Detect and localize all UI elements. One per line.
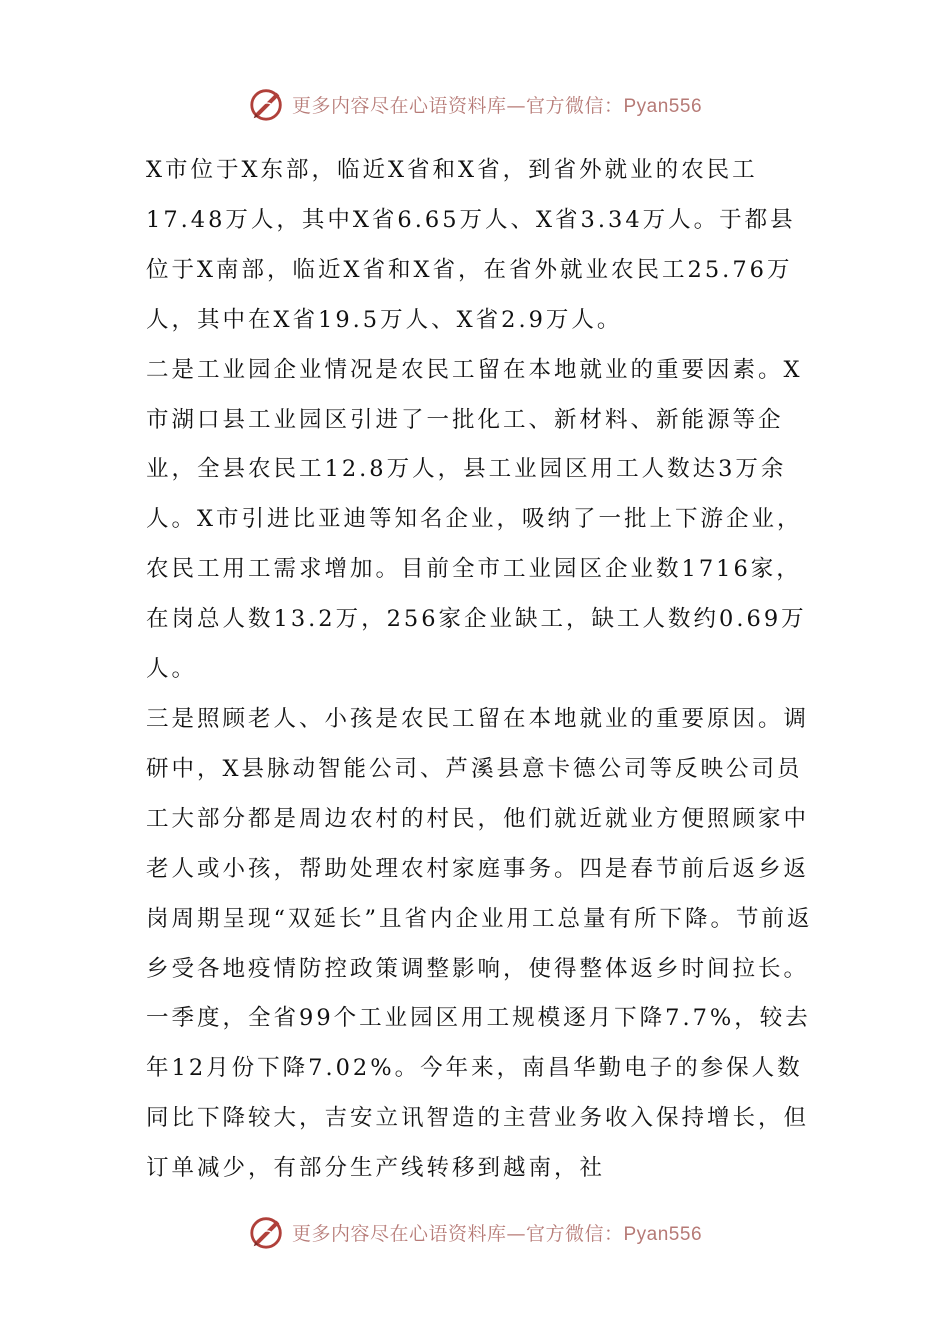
pen-logo-icon — [248, 85, 286, 123]
watermark-id: Pyan556 — [623, 95, 703, 117]
watermark-text: 更多内容尽在心语资料库—官方微信：Pyan556 — [291, 94, 703, 117]
document-body — [146, 146, 814, 1194]
pen-logo-icon — [248, 1213, 286, 1251]
header-watermark — [0, 84, 950, 124]
paragraph-3: 三是照顾老人、小孩是农民工留在本地就业的重要原因。调研中，X县脉动智能公司、芦溪县意卡德公司等反映公司员工大部分都是周边农村的村民，他们就近就业方便照顾家中老人或小孩，帮助处理农村家庭事务。四是春节前后返乡返岗周期呈现“双延长”且省内企业用工总量有所下降。节前返乡受各地疫情防控政策调整影响，使得整体返乡时间拉长。一季度，全省99个工业园区用工规模逐月下降7.7%，较去年12月份下降7.02%。今年来，南昌华勤电子的参保人数同比下降较大，吉安立讯智造的主营业务收入保持增长，但订单减少，有部分生产线转移到越南，社 — [146, 705, 813, 1182]
watermark-id: Pyan556 — [623, 1223, 703, 1245]
paragraph-2: 二是工业园企业情况是农民工留在本地就业的重要因素。X市湖口县工业园区引进了一批化工、新材料、新能源等企业，全县农民工12.8万人，县工业园区用工人数达3万余人。X市引进比亚迪等知名企业，吸纳了一批上下游企业，农民工用工需求增加。目前全市工业园区企业数1716家，在岗总人数13.2万，256家企业缺工，缺工人数约0.69万人。 — [146, 356, 807, 683]
footer-watermark — [0, 1212, 950, 1252]
paragraph-1: X市位于X东部，临近X省和X省，到省外就业的农民工17.48万人，其中X省6.65万人、X省3.34万人。于都县位于X南部，临近X省和X省，在省外就业农民工25.76万人，其中在X省19.5万人、X省2.9万人。 — [146, 157, 796, 333]
watermark-text: 更多内容尽在心语资料库—官方微信：Pyan556 — [291, 1222, 703, 1245]
